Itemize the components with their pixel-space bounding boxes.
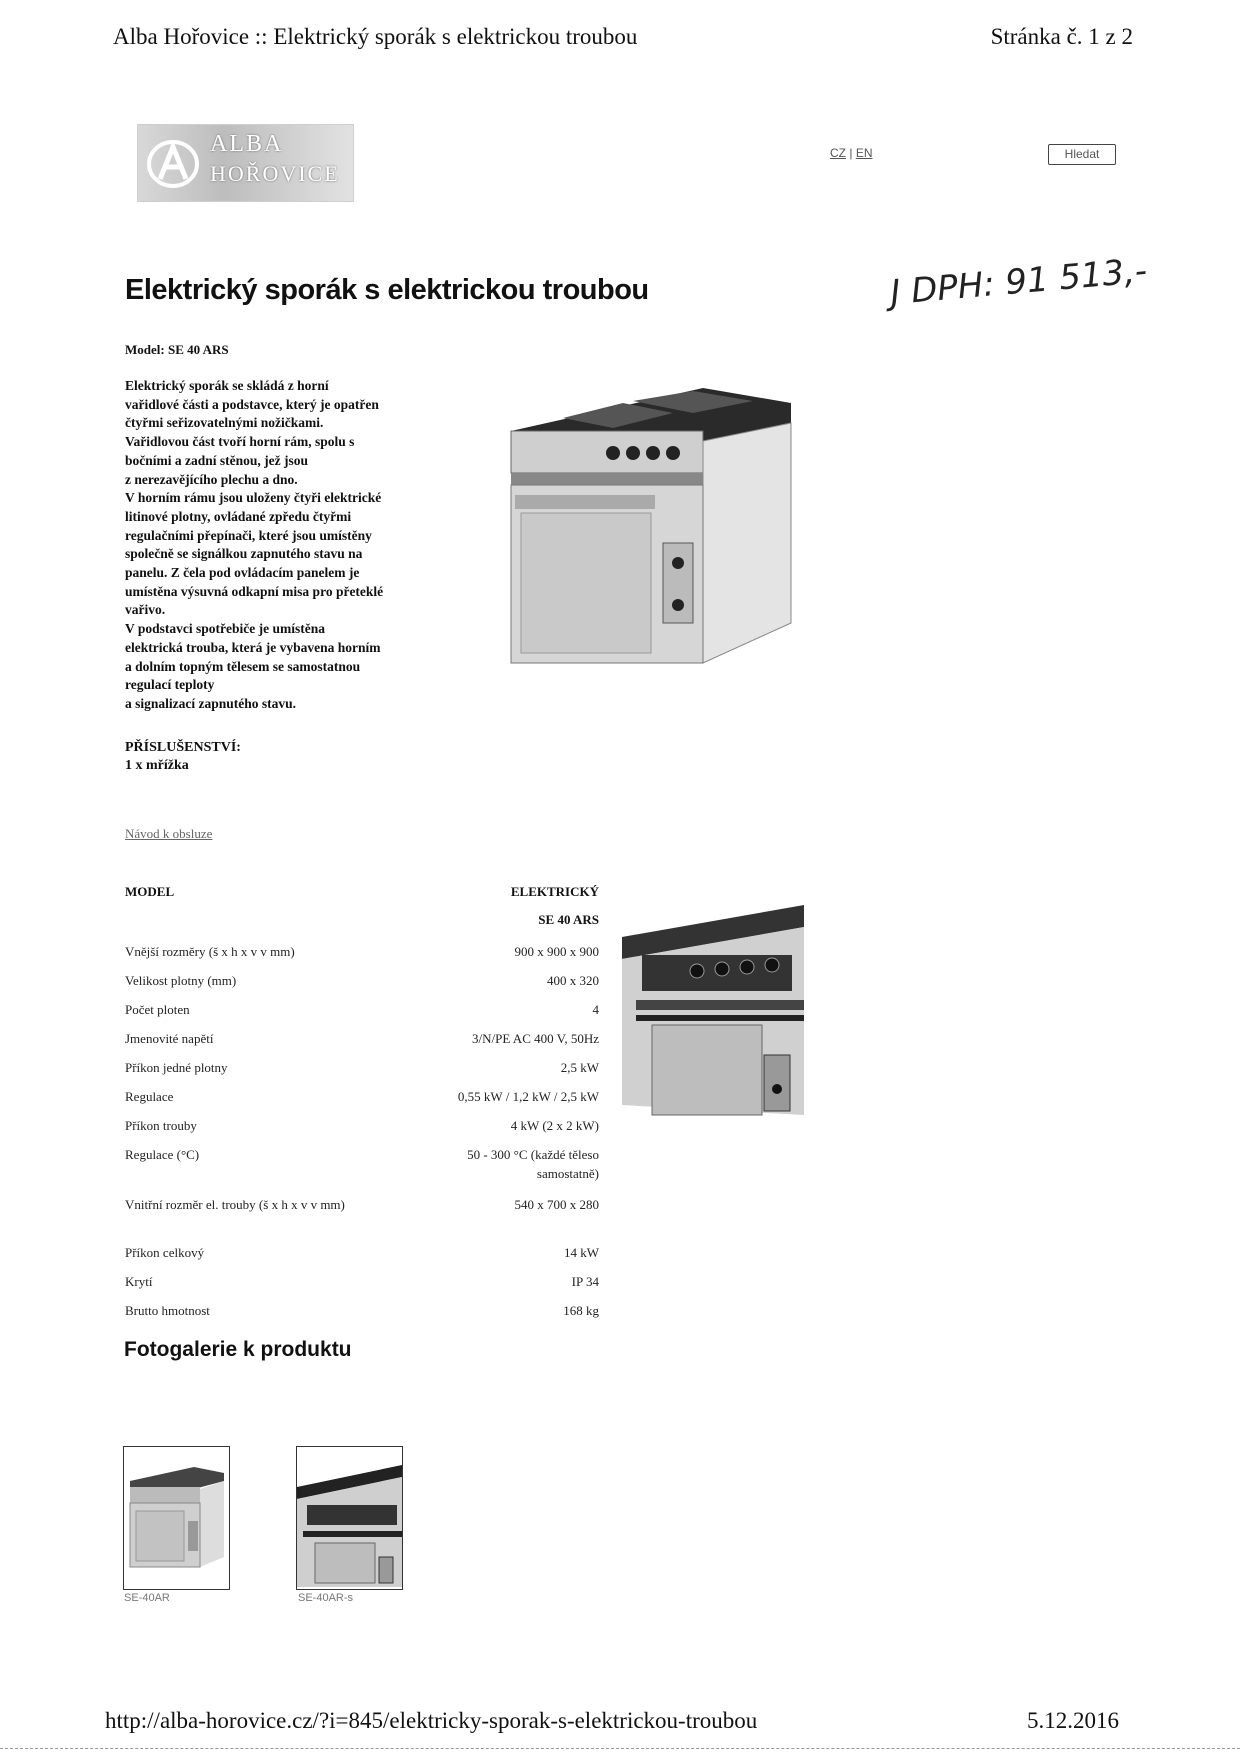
- spec-label: Brutto hmotnost: [125, 1303, 210, 1318]
- accessories-title: PŘÍSLUŠENSTVÍ:: [125, 740, 241, 755]
- spec-label: Krytí: [125, 1274, 153, 1289]
- spec-value: 4 kW (2 x 2 kW): [510, 1118, 599, 1133]
- logo-text-alba: ALBA: [210, 131, 284, 157]
- spec-value: IP 34: [571, 1274, 599, 1289]
- spec-label: Vnitřní rozměr el. trouby (š x h x v v mm): [125, 1197, 345, 1212]
- gallery-caption: SE-40AR: [124, 1592, 170, 1604]
- gallery-title: Fotogalerie k produktu: [124, 1338, 352, 1361]
- lang-cz-link[interactable]: CZ: [830, 146, 846, 160]
- spec-label: Regulace (°C): [125, 1147, 200, 1162]
- spec-label: Jmenovité napětí: [125, 1031, 214, 1046]
- spec-label: Příkon celkový: [125, 1245, 205, 1260]
- spec-header-code: SE 40 ARS: [538, 912, 599, 927]
- spec-label: Velikost plotny (mm): [125, 973, 237, 988]
- footer-rule: [0, 1748, 1240, 1750]
- handwritten-price-note: J DPH: 91 513,-: [888, 250, 1149, 314]
- spec-header-model: MODEL: [125, 884, 175, 899]
- spec-value: 168 kg: [563, 1303, 599, 1318]
- logo-mark-icon: [146, 139, 200, 189]
- site-logo[interactable]: [137, 124, 354, 202]
- print-footer-url: http://alba-horovice.cz/?i=845/elektricky-sporak-s-elektrickou-troubou: [105, 1708, 758, 1733]
- product-detail-image[interactable]: [622, 905, 804, 1125]
- spec-label: Příkon jedné plotny: [125, 1060, 228, 1075]
- product-description: Elektrický sporák se skládá z horní vařidlové části a podstavce, který je opatřen čtyřmi seřizovatelnými nožičkami. Vařidlovou část tvoří horní rám, spolu s bočními a zadní stěnou, jež jsou z nerezavějícího plechu a dno. V horním rámu jsou uloženy čtyři elektrické litinové plotny, ovládané zpředu čtyřmi regulačními přepínači, které jsou umístěny společně se signálkou zapnutého stavu na panelu. Z čela pod ovládacím panelem je umístěna výsuvná odkapní misa pro přeteklé vařivo. V podstavci spotřebiče je umístěna elektrická trouba, která je vybavena horním a dolním topným tělesem se samostatnou regulací teploty a signalizací zapnutého stavu.: [125, 378, 384, 711]
- manual-link[interactable]: Návod k obsluze: [125, 826, 213, 841]
- gallery-thumbnail[interactable]: [296, 1446, 403, 1590]
- product-image[interactable]: [493, 383, 795, 685]
- spec-value: 4: [592, 1002, 599, 1017]
- gallery-caption: SE-40AR-s: [298, 1592, 354, 1604]
- spec-value: 3/N/PE AC 400 V, 50Hz: [471, 1031, 599, 1046]
- gallery-thumbnail[interactable]: [123, 1446, 230, 1590]
- spec-label: Počet ploten: [125, 1002, 190, 1017]
- page-title: Elektrický sporák s elektrickou troubou: [125, 274, 649, 306]
- language-switcher: [830, 146, 872, 160]
- lang-en-link[interactable]: EN: [855, 146, 873, 160]
- spec-value: 2,5 kW: [560, 1060, 599, 1075]
- print-header-page: Stránka č. 1 z 2: [990, 24, 1133, 49]
- spec-label: Příkon trouby: [125, 1118, 197, 1133]
- spec-value: 400 x 320: [547, 973, 599, 988]
- search-button[interactable]: Hledat: [1048, 144, 1116, 165]
- print-header-title: Alba Hořovice :: Elektrický sporák s elektrickou troubou: [113, 24, 638, 49]
- gallery-thumbnail-image: [297, 1447, 402, 1589]
- spec-value: 0,55 kW / 1,2 kW / 2,5 kW: [457, 1089, 599, 1104]
- spec-value: 900 x 900 x 900: [514, 944, 599, 959]
- spec-value: 50 - 300 °C (každé těleso samostatně): [467, 1147, 599, 1181]
- lang-separator: |: [849, 146, 853, 160]
- accessories-item: 1 x mřížka: [125, 758, 189, 773]
- spec-label: Regulace: [125, 1089, 174, 1104]
- spec-header-type: ELEKTRICKÝ: [510, 884, 599, 899]
- logo-text-horovice: HOŘOVICE: [210, 161, 340, 186]
- print-footer-date: 5.12.2016: [1027, 1708, 1119, 1733]
- spec-value: 540 x 700 x 280: [514, 1197, 599, 1212]
- spec-value: 14 kW: [563, 1245, 599, 1260]
- gallery-thumbnail-image: [124, 1447, 229, 1589]
- spec-label: Vnější rozměry (š x h x v v mm): [125, 944, 295, 959]
- product-model: Model: SE 40 ARS: [125, 342, 229, 357]
